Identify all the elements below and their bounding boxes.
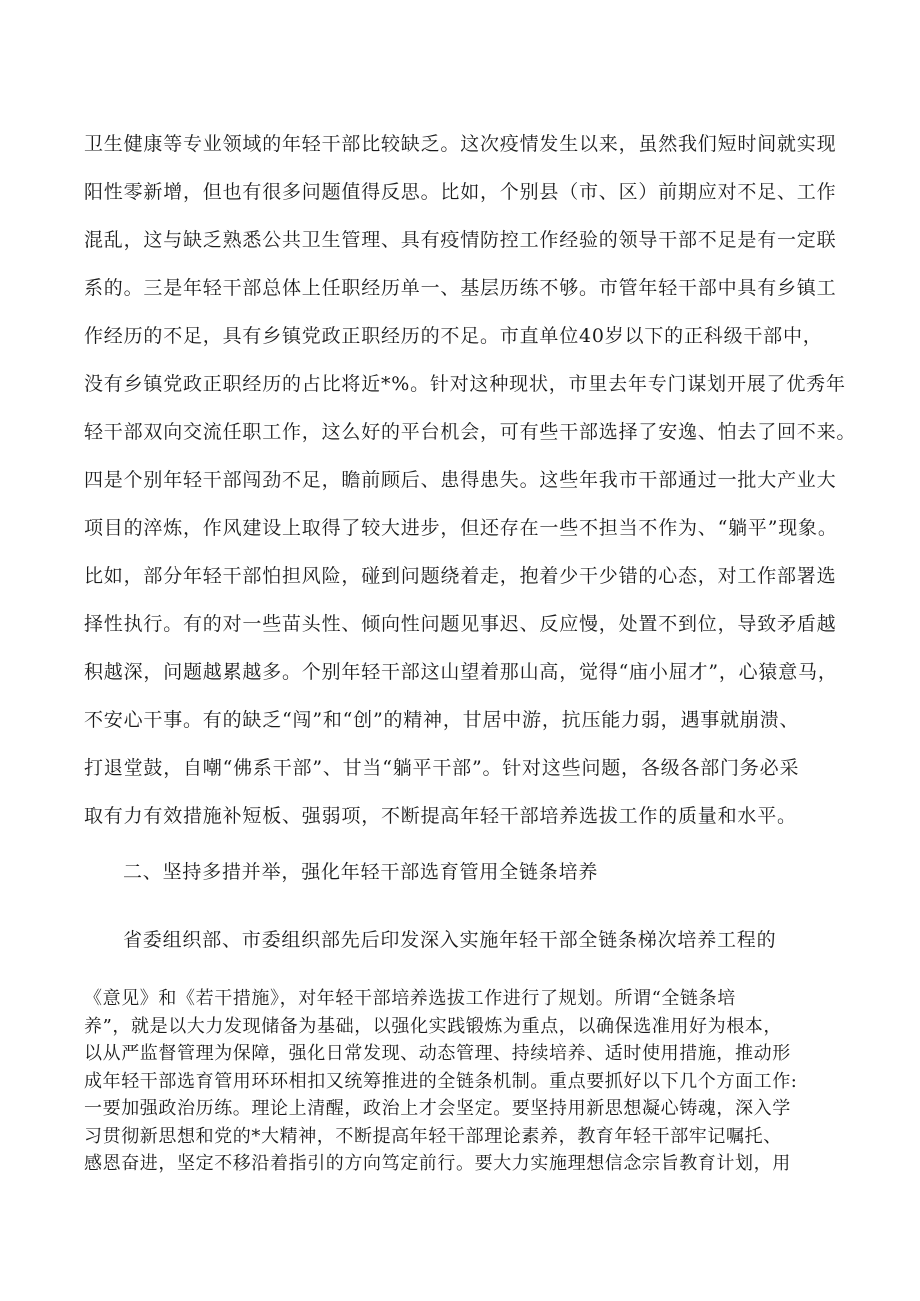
text-line: 不安心干事。有的缺乏“闯”和“创”的精神，甘居中游，抗压能力弱，遇事就崩溃、 (84, 709, 800, 731)
text-line: 没有乡镇党政正职经历的占比将近*%。针对这种现状，市里去年专门谋划开展了优秀年 (84, 373, 846, 395)
text-line: 混乱，这与缺乏熟悉公共卫生管理、具有疫情防控工作经验的领导干部不足是有一定联 (84, 229, 837, 251)
section-heading: 二、坚持多措并举，强化年轻干部选育管用全链条培养 (123, 861, 599, 883)
text-line: 作经历的不足，具有乡镇党政正职经历的不足。市直单位40岁以下的正科级干部中， (84, 325, 823, 347)
text-line: 择性执行。有的对一些苗头性、倾向性问题见事迟、反应慢，处置不到位，导致矛盾越 (84, 613, 837, 635)
text-line: 打退堂鼓，自嘲“佛系干部”、甘当“躺平干部”。针对这些问题，各级各部门务必采 (84, 757, 800, 779)
text-line: 卫生健康等专业领域的年轻干部比较缺乏。这次疫情发生以来，虽然我们短时间就实现 (84, 133, 837, 155)
text-line: 以从严监督管理为保障，强化日常发现、动态管理、持续培养、适时使用措施，推动形 (84, 1043, 791, 1064)
text-line: 取有力有效措施补短板、强弱项，不断提高年轻干部培养选拔工作的质量和水平。 (84, 805, 797, 827)
text-line: 习贯彻新思想和党的*大精神，不断提高年轻干部理论素养，教育年轻干部牢记嘱托、 (84, 1126, 782, 1147)
text-line: 四是个别年轻干部闯劲不足，瞻前顾后、患得患失。这些年我市干部通过一批大产业大 (84, 469, 837, 491)
text-line: 一要加强政治历练。理论上清醒，政治上才会坚定。要坚持用新思想凝心铸魂，深入学 (84, 1098, 791, 1119)
paragraph-first-line: 省委组织部、市委组织部先后印发深入实施年轻干部全链条梯次培养工程的 (123, 929, 777, 951)
text-line: 系的。三是年轻干部总体上任职经历单一、基层历练不够。市管年轻干部中具有乡镇工 (84, 277, 837, 299)
text-line: 轻干部双向交流任职工作，这么好的平台机会，可有些干部选择了安逸、怕去了回不来。 (84, 421, 857, 443)
text-line: 养”，就是以大力发现储备为基础，以强化实践锻炼为重点，以确保选准用好为根本， (84, 1016, 782, 1037)
text-line: 感恩奋进，坚定不移沿着指引的方向笃定前行。要大力实施理想信念宗旨教育计划，用 (84, 1153, 791, 1174)
text-line: 项目的淬炼，作风建设上取得了较大进步，但还存在一些不担当不作为、“躺平”现象。 (84, 517, 838, 539)
text-line: 积越深，问题越累越多。个别年轻干部这山望着那山高，觉得“庙小屈才”，心猿意马， (84, 661, 838, 683)
text-line: 阳性零新增，但也有很多问题值得反思。比如，个别县（市、区）前期应对不足、工作 (84, 181, 837, 203)
text-line: 成年轻干部选育管用环环相扣又统筹推进的全链条机制。重点要抓好以下几个方面工作: (84, 1071, 798, 1092)
text-line: 比如，部分年轻干部怕担风险，碰到问题绕着走，抱着少干少错的心态，对工作部署选 (84, 565, 837, 587)
text-line: 《意见》和《若干措施》，对年轻干部培养选拔工作进行了规划。所谓“全链条培 (84, 988, 736, 1009)
